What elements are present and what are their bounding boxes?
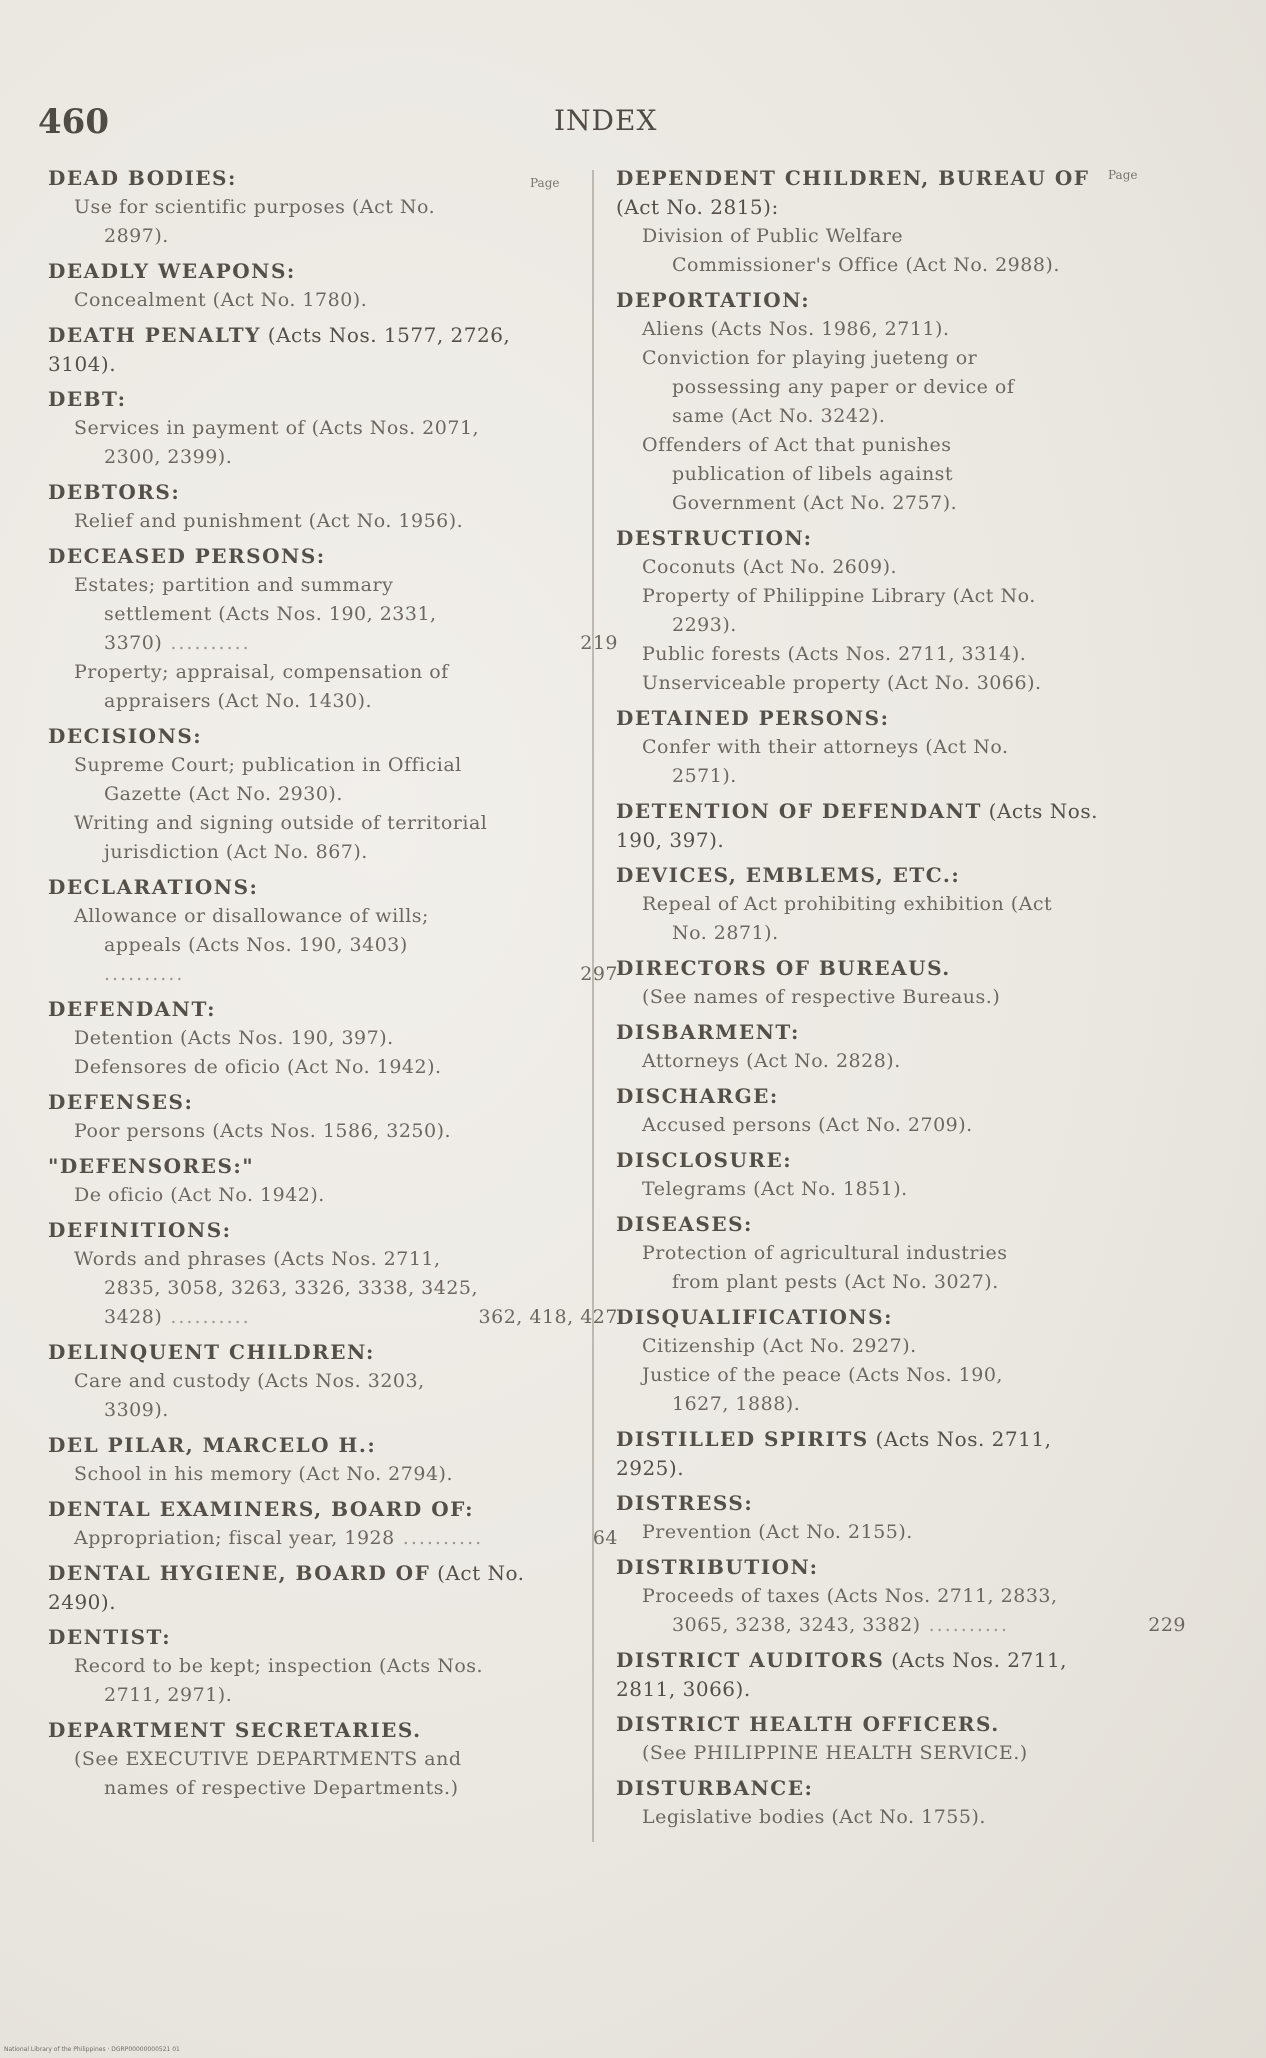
sub-entry-text: Concealment (Act No. 1780). [74, 289, 368, 311]
sub-entry-text: Accused persons (Act No. 2709). [642, 1114, 973, 1136]
page-col-label-left: Page [530, 176, 560, 190]
entry-heading-text: DIRECTORS OF BUREAUS. [616, 956, 951, 980]
entry-heading-text: DETENTION OF DEFENDANT [616, 799, 982, 823]
entry-heading-text: DISTRICT HEALTH OFFICERS. [616, 1712, 1000, 1736]
entry-heading [48, 1623, 548, 1652]
page-reference: 219 [580, 632, 618, 654]
sub-entry-text: Confer with their attorneys (Act No. 2571). [642, 736, 1009, 787]
sub-entry-text: School in his memory (Act No. 2794). [74, 1463, 453, 1485]
index-entry [48, 1559, 548, 1617]
sub-entry-text: Property; appraisal, compensation of appraisers (Act No. 1430). [74, 661, 449, 712]
index-entry [616, 164, 1116, 280]
sub-entry-text: Care and custody (Acts Nos. 3203, 3309). [74, 1370, 425, 1421]
entry-heading-text: DISTILLED SPIRITS [616, 1427, 869, 1451]
entry-heading-text: DEBTORS: [48, 480, 181, 504]
leader-dots: .......... [394, 1527, 484, 1549]
index-entry [48, 385, 548, 472]
index-entry [616, 1489, 1116, 1547]
entry-heading-text: DEADLY WEAPONS: [48, 259, 296, 283]
entry-heading [616, 861, 1116, 890]
sub-entry [616, 1803, 1116, 1832]
sub-entry [616, 222, 1116, 280]
sub-entry [616, 1582, 1186, 1640]
sub-entry-text: Poor persons (Acts Nos. 1586, 3250). [74, 1120, 452, 1142]
entry-heading-text: DEBT: [48, 387, 127, 411]
sub-entry-text: (See names of respective Bureaus.) [642, 986, 1001, 1008]
sub-entry-text: (See EXECUTIVE DEPARTMENTS and names of respective Departments.) [74, 1748, 462, 1799]
entry-heading-text: DISBARMENT: [616, 1020, 800, 1044]
index-entry [48, 1216, 618, 1332]
entry-heading [48, 1431, 548, 1460]
entry-heading-text: DISEASES: [616, 1212, 753, 1236]
sub-entry [48, 1245, 618, 1332]
sub-entry [48, 902, 618, 989]
entry-heading-text: DEL PILAR, MARCELO H.: [48, 1433, 377, 1457]
sub-entry [616, 983, 1116, 1012]
sub-entry [616, 1332, 1116, 1361]
entry-act-reference: (Acts Nos. 2711, 2925). [616, 1427, 1052, 1480]
index-entry [616, 1425, 1116, 1483]
index-entry [48, 257, 548, 315]
footer-credit: National Library of the Philippines · DGRP00000000521 01 [4, 2046, 180, 2053]
page-reference: 64 [592, 1527, 618, 1549]
entry-heading-text: DEPENDENT CHILDREN, BUREAU OF [616, 166, 1090, 190]
sub-entry-text: Public forests (Acts Nos. 2711, 3314). [642, 643, 1027, 665]
sub-entry [616, 315, 1116, 344]
sub-entry [616, 1111, 1116, 1140]
sub-entry-text: Appropriation; fiscal year, 1928 [74, 1527, 395, 1549]
entry-heading-text: DISTURBANCE: [616, 1776, 814, 1800]
entry-heading [616, 1425, 1116, 1483]
sub-entry [616, 1739, 1116, 1768]
sub-entry-text: Services in payment of (Acts Nos. 2071, 2300, 2399). [74, 417, 480, 468]
index-entry [616, 286, 1116, 518]
page-reference: 229 [1148, 1614, 1186, 1636]
entry-heading-text: DEPORTATION: [616, 288, 811, 312]
index-entry [48, 1716, 548, 1803]
entry-heading-text: DECLARATIONS: [48, 875, 259, 899]
index-entry [616, 1210, 1116, 1297]
leader-dots: .......... [104, 963, 185, 985]
sub-entry [48, 507, 548, 536]
index-entry [616, 1774, 1116, 1832]
sub-entry [48, 1024, 548, 1053]
page-number: 460 [38, 102, 109, 142]
entry-heading [616, 1303, 1116, 1332]
sub-entry [48, 1652, 548, 1710]
entry-heading [48, 478, 548, 507]
sub-entry-text: Coconuts (Act No. 2609). [642, 556, 898, 578]
entry-heading-text: DEVICES, EMBLEMS, ETC.: [616, 863, 961, 887]
sub-entry [616, 431, 1116, 518]
index-entry [616, 1082, 1116, 1140]
column-divider [592, 170, 594, 1842]
entry-act-reference: (Acts Nos. 2711, 2811, 3066). [616, 1648, 1068, 1701]
sub-entry [48, 1053, 548, 1082]
sub-entry-text: Aliens (Acts Nos. 1986, 2711). [642, 318, 950, 340]
entry-heading [616, 1710, 1116, 1739]
entry-heading [48, 873, 548, 902]
sub-entry-text: Record to be kept; inspection (Acts Nos. 2711, 2971). [74, 1655, 484, 1706]
index-entry [48, 164, 548, 251]
sub-entry-text: Conviction for playing jueteng or possessing any paper or device of same (Act No. 3242). [642, 347, 1015, 427]
entry-heading [616, 1774, 1116, 1803]
index-entry [48, 995, 548, 1082]
left-column [48, 164, 618, 1809]
index-entry [48, 321, 548, 379]
sub-entry [616, 890, 1116, 948]
entry-heading-text: DISCHARGE: [616, 1084, 779, 1108]
sub-entry-text: Division of Public Welfare Commissioner's Office (Act No. 2988). [642, 225, 1060, 276]
entry-heading [616, 524, 1116, 553]
sub-entry-text: Legislative bodies (Act No. 1755). [642, 1806, 986, 1828]
entry-heading [48, 321, 548, 379]
sub-entry [616, 1239, 1116, 1297]
entry-heading [616, 954, 1116, 983]
sub-entry-text: Writing and signing outside of territorial jurisdiction (Act No. 867). [74, 812, 488, 863]
entry-heading-text: DENTAL HYGIENE, BOARD OF [48, 1561, 431, 1585]
entry-heading [48, 722, 548, 751]
entry-heading-text: DELINQUENT CHILDREN: [48, 1340, 375, 1364]
entry-heading [616, 797, 1116, 855]
entry-heading-text: DEATH PENALTY [48, 323, 261, 347]
index-entry [616, 524, 1116, 698]
entry-heading [48, 385, 548, 414]
entry-heading-text: DESTRUCTION: [616, 526, 813, 550]
sub-entry [616, 733, 1116, 791]
index-entry [48, 722, 548, 867]
entry-heading [616, 1146, 1116, 1175]
index-entry [48, 1495, 618, 1553]
entry-heading [48, 1152, 548, 1181]
entry-act-reference: (Act No. 2815): [616, 195, 779, 219]
entry-act-reference: (Act No. 2490). [48, 1561, 525, 1614]
entry-heading [48, 542, 548, 571]
sub-entry-text: Justice of the peace (Acts Nos. 190, 1627, 1888). [642, 1364, 1003, 1415]
entry-heading [616, 1553, 1116, 1582]
entry-heading-text: DISQUALIFICATIONS: [616, 1305, 893, 1329]
page-reference: 362, 418, 427 [478, 1306, 618, 1328]
sub-entry [616, 1518, 1116, 1547]
index-entry [616, 1303, 1116, 1419]
entry-heading [48, 1495, 548, 1524]
sub-entry-text: Proceeds of taxes (Acts Nos. 2711, 2833, 3065, 3238, 3243, 3382) [642, 1585, 1058, 1636]
sub-entry-text: Protection of agricultural industries from plant pests (Act No. 3027). [642, 1242, 1008, 1293]
sub-entry [48, 1460, 548, 1489]
sub-entry [48, 658, 548, 716]
sub-entry [48, 809, 548, 867]
leader-dots: .......... [162, 632, 251, 654]
entry-heading-text: DEFINITIONS: [48, 1218, 232, 1242]
sub-entry-text: Property of Philippine Library (Act No. 2293). [642, 585, 1036, 636]
sub-entry-text: Detention (Acts Nos. 190, 397). [74, 1027, 394, 1049]
sub-entry [616, 1175, 1116, 1204]
sub-entry [616, 553, 1116, 582]
entry-act-reference: (Acts Nos. 1577, 2726, 3104). [48, 323, 511, 376]
sub-entry-text: Prevention (Act No. 2155). [642, 1521, 913, 1543]
entry-heading-text: DISTRIBUTION: [616, 1555, 819, 1579]
entry-heading [616, 286, 1116, 315]
sub-entry [48, 414, 548, 472]
sub-entry-text: Use for scientific purposes (Act No. 2897). [74, 196, 436, 247]
sub-entry [616, 582, 1116, 640]
entry-heading [48, 1559, 548, 1617]
entry-heading-text: DENTIST: [48, 1625, 172, 1649]
sub-entry [48, 751, 548, 809]
index-entry [48, 1623, 548, 1710]
index-entry [616, 1553, 1186, 1640]
sub-entry [48, 286, 548, 315]
entry-heading [48, 1716, 548, 1745]
sub-entry [616, 1361, 1116, 1419]
entry-heading [616, 1210, 1116, 1239]
sub-entry-text: De oficio (Act No. 1942). [74, 1184, 325, 1206]
index-entry [48, 542, 618, 716]
index-entry [616, 1018, 1116, 1076]
sub-entry [48, 193, 548, 251]
index-entry [48, 478, 548, 536]
entry-heading [616, 1082, 1116, 1111]
entry-heading-text: DECEASED PERSONS: [48, 544, 326, 568]
sub-entry [616, 344, 1116, 431]
entry-heading-text: DEFENSES: [48, 1090, 194, 1114]
entry-heading [616, 1018, 1116, 1047]
entry-heading-text: DEAD BODIES: [48, 166, 237, 190]
sub-entry [48, 1524, 618, 1553]
sub-entry-text: Unserviceable property (Act No. 3066). [642, 672, 1042, 694]
entry-heading [48, 1216, 548, 1245]
sub-entry [616, 640, 1116, 669]
sub-entry-text: Estates; partition and summary settlement (Acts Nos. 190, 2331, 3370) [74, 574, 437, 654]
entry-heading [616, 704, 1116, 733]
index-entry [616, 861, 1116, 948]
entry-heading-text: "DEFENSORES:" [48, 1154, 255, 1178]
sub-entry [48, 1745, 548, 1803]
sub-entry-text: Relief and punishment (Act No. 1956). [74, 510, 464, 532]
sub-entry-text: (See PHILIPPINE HEALTH SERVICE.) [642, 1742, 1028, 1764]
sub-entry-text: Telegrams (Act No. 1851). [642, 1178, 908, 1200]
leader-dots: .......... [920, 1614, 1010, 1636]
entry-heading-text: DISCLOSURE: [616, 1148, 793, 1172]
sub-entry-text: Allowance or disallowance of wills; appeals (Acts Nos. 190, 3403) [74, 905, 429, 956]
entry-heading [48, 1088, 548, 1117]
index-entry [616, 797, 1116, 855]
index-entry [616, 704, 1116, 791]
sub-entry-text: Attorneys (Act No. 2828). [642, 1050, 901, 1072]
page-reference: 297 [580, 963, 618, 985]
entry-heading-text: DETAINED PERSONS: [616, 706, 890, 730]
sub-entry [48, 1181, 548, 1210]
entry-heading-text: DECISIONS: [48, 724, 203, 748]
entry-heading-text: DENTAL EXAMINERS, BOARD OF: [48, 1497, 474, 1521]
sub-entry-text: Words and phrases (Acts Nos. 2711, 2835, 3058, 3263, 3326, 3338, 3425, 3428) [74, 1248, 479, 1328]
leader-dots: .......... [162, 1306, 251, 1328]
index-entry [616, 954, 1116, 1012]
sub-entry-text: Repeal of Act prohibiting exhibition (Act No. 2871). [642, 893, 1053, 944]
index-entry [48, 1431, 548, 1489]
entry-heading-text: DISTRESS: [616, 1491, 754, 1515]
sub-entry [616, 669, 1116, 698]
entry-heading [616, 1646, 1116, 1704]
entry-heading [48, 995, 548, 1024]
index-entry [48, 1088, 548, 1146]
entry-heading [48, 1338, 548, 1367]
page-col-label-right: Page [1108, 168, 1138, 182]
entry-heading [48, 257, 548, 286]
index-entry [616, 1646, 1116, 1704]
index-entry [616, 1146, 1116, 1204]
sub-entry [48, 571, 618, 658]
sub-entry-text: Offenders of Act that punishes publication of libels against Government (Act No. 2757). [642, 434, 958, 514]
index-entry [616, 1710, 1116, 1768]
entry-heading [48, 164, 548, 193]
entry-heading-text: DEFENDANT: [48, 997, 217, 1021]
entry-heading-text: DEPARTMENT SECRETARIES. [48, 1718, 422, 1742]
sub-entry [48, 1367, 548, 1425]
index-entry [48, 1152, 548, 1210]
sub-entry [616, 1047, 1116, 1076]
running-head: INDEX [554, 104, 658, 137]
sub-entry [48, 1117, 548, 1146]
sub-entry-text: Citizenship (Act No. 2927). [642, 1335, 917, 1357]
index-entry [48, 1338, 548, 1425]
sub-entry-text: Defensores de oficio (Act No. 1942). [74, 1056, 442, 1078]
entry-act-reference: (Acts Nos. 190, 397). [616, 799, 1098, 852]
entry-heading-text: DISTRICT AUDITORS [616, 1648, 885, 1672]
index-entry [48, 873, 618, 989]
sub-entry-text: Supreme Court; publication in Official Gazette (Act No. 2930). [74, 754, 462, 805]
entry-heading [616, 164, 1116, 222]
entry-heading [616, 1489, 1116, 1518]
